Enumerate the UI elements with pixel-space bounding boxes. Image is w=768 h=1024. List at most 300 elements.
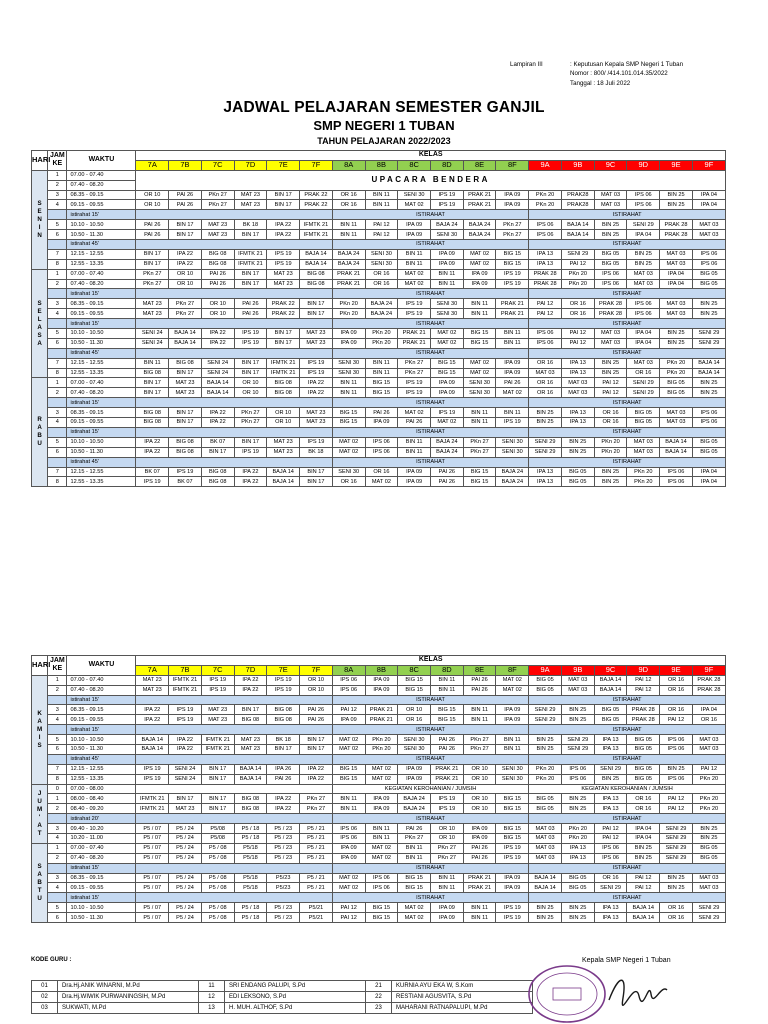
lesson-cell: IFMTK 21 — [136, 804, 169, 814]
table-row — [32, 368, 726, 378]
lesson-cell: BIG 05 — [692, 447, 725, 457]
lesson-cell: IPA 22 — [136, 715, 169, 725]
lesson-cell: P5 / 18 — [234, 834, 267, 844]
lesson-cell: MAT 02 — [332, 873, 365, 883]
lesson-cell: IPA 13 — [529, 467, 562, 477]
lampiran-block — [510, 60, 683, 88]
lesson-cell: SENI 29 — [529, 705, 562, 715]
lesson-cell: SENI 30 — [398, 745, 431, 755]
lesson-cell: MAT 02 — [496, 388, 529, 398]
class-header: 9A — [529, 665, 562, 675]
lesson-cell: MAT 23 — [169, 388, 202, 398]
lesson-cell: IPS 06 — [627, 299, 660, 309]
waktu: 08.40 - 09.20 — [67, 804, 136, 814]
lesson-cell: MAT 23 — [201, 220, 234, 230]
class-header: 9B — [561, 160, 594, 170]
school-year: TAHUN PELAJARAN 2022/2023 — [317, 136, 451, 146]
lesson-cell: IFMTK 21 — [267, 358, 300, 368]
guru-code: 22 — [366, 992, 392, 1003]
day-name: S E N I N — [37, 199, 42, 239]
lesson-cell: PRAK 21 — [463, 200, 496, 210]
lesson-cell: BK 18 — [234, 220, 267, 230]
lesson-cell: PKn 20 — [332, 309, 365, 319]
lesson-cell: BIN 25 — [561, 437, 594, 447]
class-header: 8F — [496, 160, 529, 170]
lesson-cell: PKn 27 — [136, 269, 169, 279]
lesson-cell: P5/18 — [234, 843, 267, 853]
lesson-cell: OR 16 — [660, 903, 693, 913]
break-fill-7 — [136, 814, 332, 824]
lesson-cell: OR 16 — [627, 804, 660, 814]
lesson-cell: BIG 05 — [529, 675, 562, 685]
waktu: 07.40 - 08.20 — [67, 279, 136, 289]
lesson-cell: IPS 06 — [529, 338, 562, 348]
break-label: ISTIRAHAT — [529, 695, 726, 705]
lesson-cell: MAT 02 — [365, 843, 398, 853]
lesson-cell: IPS 06 — [692, 249, 725, 259]
lesson-cell: BIN 25 — [692, 378, 725, 388]
lesson-cell: P5 / 07 — [136, 834, 169, 844]
jam-ke: 8 — [48, 259, 67, 269]
lesson-cell: BIN 25 — [561, 913, 594, 923]
lesson-cell: SENI 29 — [660, 824, 693, 834]
table-row — [32, 358, 726, 368]
break-fill-7 — [136, 348, 332, 358]
lesson-cell: PAI 26 — [463, 675, 496, 685]
lesson-cell: MAT 23 — [267, 279, 300, 289]
lesson-cell: BIN 11 — [332, 804, 365, 814]
lesson-cell: IPS 06 — [692, 259, 725, 269]
lesson-cell: IPS 19 — [136, 477, 169, 487]
lesson-cell: MAT 03 — [660, 249, 693, 259]
lesson-cell: MAT 23 — [300, 329, 333, 339]
lesson-cell: BIG 08 — [169, 447, 202, 457]
lesson-cell: P5 / 07 — [136, 873, 169, 883]
guru-name: RESTIANI AGUSVITA, S.Pd — [392, 992, 533, 1003]
jam-ke: 2 — [48, 279, 67, 289]
lesson-cell: PKn 20 — [529, 200, 562, 210]
lesson-cell: IPS 06 — [660, 745, 693, 755]
jam-ke: 5 — [48, 437, 67, 447]
lesson-cell: BIN 11 — [332, 378, 365, 388]
lesson-cell: IPA 04 — [692, 477, 725, 487]
class-header: 8D — [431, 665, 464, 675]
lesson-cell: IPA 22 — [201, 408, 234, 418]
waktu: 08.35 - 09.15 — [67, 408, 136, 418]
lesson-cell: P5 / 08 — [201, 843, 234, 853]
waktu: 07.00 - 07.40 — [67, 675, 136, 685]
lesson-cell: BIN 11 — [463, 299, 496, 309]
table-row — [32, 329, 726, 339]
lesson-cell: IPA 04 — [627, 338, 660, 348]
table-row — [32, 804, 726, 814]
lesson-cell: BIN 25 — [692, 824, 725, 834]
lesson-cell: P5 / 21 — [300, 843, 333, 853]
lesson-cell: BIG 05 — [594, 259, 627, 269]
lesson-cell: SENI 30 — [431, 230, 464, 240]
lesson-cell: OR 16 — [561, 309, 594, 319]
guru-code: 21 — [366, 981, 392, 992]
lesson-cell: SENI 30 — [365, 259, 398, 269]
table-row — [32, 190, 726, 200]
break-fill-7 — [136, 240, 332, 250]
waktu: 08.00 - 08.40 — [67, 794, 136, 804]
lesson-cell: BIN 25 — [561, 794, 594, 804]
lesson-cell: BIG 15 — [496, 249, 529, 259]
lesson-cell: IPA 09 — [496, 883, 529, 893]
lesson-cell: PAI 12 — [692, 764, 725, 774]
lesson-cell: BIN 11 — [431, 675, 464, 685]
lesson-cell: BAJA 24 — [496, 477, 529, 487]
lesson-cell: PKn 20 — [365, 745, 398, 755]
lesson-cell: BIN 17 — [300, 309, 333, 319]
break-jam — [48, 210, 67, 220]
lesson-cell: BIN 11 — [365, 368, 398, 378]
break-label: ISTIRAHAT — [529, 814, 726, 824]
lesson-cell: OR 16 — [627, 794, 660, 804]
lesson-cell: IPA 09 — [398, 774, 431, 784]
lesson-cell: IFMTK 21 — [169, 675, 202, 685]
lesson-cell: BIN 25 — [692, 834, 725, 844]
lesson-cell: BIN 11 — [496, 329, 529, 339]
waktu: 07.40 - 08.20 — [67, 685, 136, 695]
jam-ke: 5 — [48, 329, 67, 339]
lesson-cell: BAJA 24 — [365, 299, 398, 309]
hari-header: HARI — [32, 656, 48, 676]
lesson-cell: BIN 17 — [136, 388, 169, 398]
lesson-cell: OR 16 — [660, 675, 693, 685]
lesson-cell: IPA 22 — [300, 774, 333, 784]
lesson-cell: MAT 23 — [169, 804, 202, 814]
class-row — [32, 665, 726, 675]
class-header: 9F — [692, 160, 725, 170]
lesson-cell: BAJA 14 — [267, 477, 300, 487]
break-label: ISTIRAHAT — [332, 348, 528, 358]
break-label: ISTIRAHAT — [529, 240, 726, 250]
lesson-cell: PAI 26 — [431, 735, 464, 745]
lampiran-label: Lampiran III — [510, 61, 543, 68]
lesson-cell: MAT 03 — [529, 853, 562, 863]
lesson-cell: BIN 17 — [234, 230, 267, 240]
break-row — [32, 893, 726, 903]
class-header: 7A — [136, 665, 169, 675]
lesson-cell: SENI 24 — [169, 764, 202, 774]
waktu: 10.10 - 10.50 — [67, 220, 136, 230]
break-row — [32, 725, 726, 735]
lesson-cell: PAI 26 — [431, 477, 464, 487]
kerohanian-fill — [136, 784, 332, 794]
lesson-cell: IPA 09 — [431, 249, 464, 259]
lesson-cell: IPA 09 — [463, 269, 496, 279]
lesson-cell: IPS 06 — [529, 230, 562, 240]
lesson-cell: IPA 09 — [496, 190, 529, 200]
lesson-cell: MAT 03 — [692, 230, 725, 240]
lesson-cell: PKn 20 — [561, 834, 594, 844]
jam-ke: 4 — [48, 418, 67, 428]
break-label: ISTIRAHAT — [529, 754, 726, 764]
lesson-cell: IFMTK 21 — [201, 735, 234, 745]
waktu: 12.55 - 13.35 — [67, 259, 136, 269]
lesson-cell: MAT 02 — [463, 368, 496, 378]
class-header: 8D — [431, 160, 464, 170]
jam-ke: 2 — [48, 853, 67, 863]
lesson-cell: IPA 09 — [332, 329, 365, 339]
lesson-cell: OR 10 — [234, 388, 267, 398]
lesson-cell: BIG 15 — [463, 329, 496, 339]
lesson-cell: MAT 03 — [529, 368, 562, 378]
lesson-cell: BIG 08 — [267, 715, 300, 725]
lesson-cell: IPS 06 — [594, 853, 627, 863]
lesson-cell: SENI 29 — [561, 735, 594, 745]
day-label — [32, 378, 48, 487]
lesson-cell: IPA 22 — [234, 685, 267, 695]
lesson-cell: BIG 15 — [431, 705, 464, 715]
lesson-cell: IPA 13 — [594, 794, 627, 804]
table-row — [32, 784, 726, 794]
waktu: 07.40 - 08.20 — [67, 180, 136, 190]
lesson-cell: BIN 25 — [660, 883, 693, 893]
break-label: ISTIRAHAT — [332, 240, 528, 250]
lesson-cell: IPA 09 — [496, 705, 529, 715]
lesson-cell: P5 / 18 — [234, 913, 267, 923]
table-row — [32, 705, 726, 715]
lesson-cell: BIG 15 — [332, 418, 365, 428]
lesson-cell: BIG 08 — [234, 804, 267, 814]
lesson-cell: BAJA 14 — [594, 675, 627, 685]
jam-ke: 7 — [48, 358, 67, 368]
lesson-cell: BIG 05 — [660, 378, 693, 388]
break-fill-7 — [136, 319, 332, 329]
lesson-cell: IFMTK 21 — [300, 220, 333, 230]
lesson-cell: MAT 03 — [627, 279, 660, 289]
lesson-cell: MAT 02 — [398, 913, 431, 923]
kode-guru-table — [31, 980, 533, 1014]
lesson-cell: IPS 06 — [365, 437, 398, 447]
break-row — [32, 427, 726, 437]
lesson-cell: PRAK 28 — [529, 269, 562, 279]
lesson-cell: IPA 04 — [692, 200, 725, 210]
lesson-cell: MAT 23 — [201, 705, 234, 715]
lesson-cell: SENI 24 — [201, 358, 234, 368]
jam-ke: 1 — [48, 675, 67, 685]
lesson-cell: BAJA 24 — [496, 467, 529, 477]
class-header: 7E — [267, 160, 300, 170]
lesson-cell: PAI 12 — [594, 824, 627, 834]
lesson-cell: IPS 19 — [234, 447, 267, 457]
lesson-cell: PAI 26 — [201, 279, 234, 289]
lesson-cell: OR 10 — [463, 804, 496, 814]
table-row — [32, 903, 726, 913]
lesson-cell: MAT 02 — [463, 358, 496, 368]
lesson-cell: P5/23 — [267, 873, 300, 883]
lesson-cell: BIN 25 — [561, 903, 594, 913]
waktu: 10.50 - 11.30 — [67, 447, 136, 457]
lesson-cell: BIN 11 — [431, 269, 464, 279]
lesson-cell: OR 16 — [660, 913, 693, 923]
lesson-cell: IPA 09 — [431, 913, 464, 923]
class-header: 8E — [463, 665, 496, 675]
jam-ke: 4 — [48, 834, 67, 844]
schedule-table-2 — [31, 655, 726, 923]
lesson-cell: IPS 19 — [496, 418, 529, 428]
lesson-cell: PRAK 21 — [496, 299, 529, 309]
lesson-cell: BAJA 14 — [234, 774, 267, 784]
lesson-cell: MAT 23 — [234, 735, 267, 745]
table-row — [32, 913, 726, 923]
lesson-cell: BIN 11 — [431, 883, 464, 893]
lesson-cell: OR 16 — [660, 705, 693, 715]
lesson-cell: BIG 15 — [431, 715, 464, 725]
lesson-cell: MAT 03 — [561, 675, 594, 685]
lesson-cell: BIN 11 — [463, 418, 496, 428]
lesson-cell: OR 16 — [594, 418, 627, 428]
lesson-cell: IFMTK 21 — [267, 368, 300, 378]
lesson-cell: MAT 02 — [496, 675, 529, 685]
lesson-cell: MAT 23 — [136, 309, 169, 319]
jam-ke: 1 — [48, 843, 67, 853]
waktu: 10.50 - 11.30 — [67, 230, 136, 240]
lesson-cell: PKn 20 — [660, 358, 693, 368]
lesson-cell: MAT 02 — [431, 329, 464, 339]
lesson-cell: PAI 26 — [463, 853, 496, 863]
lesson-cell: BIN 11 — [463, 309, 496, 319]
break-label: ISTIRAHAT — [332, 289, 528, 299]
guru-name: EDI LEKSONO, S.Pd — [225, 992, 366, 1003]
lesson-cell: P5 / 21 — [300, 853, 333, 863]
lesson-cell: BIG 08 — [201, 249, 234, 259]
lesson-cell: PRAK 21 — [463, 883, 496, 893]
lesson-cell: BIG 05 — [529, 685, 562, 695]
lesson-cell: BIN 17 — [267, 329, 300, 339]
lesson-cell: PAI 12 — [594, 834, 627, 844]
lesson-cell: BIN 11 — [398, 249, 431, 259]
lesson-cell: MAT 02 — [398, 408, 431, 418]
lesson-cell: OR 16 — [529, 358, 562, 368]
lesson-cell: SENI 29 — [594, 764, 627, 774]
lesson-cell: MAT 03 — [660, 259, 693, 269]
break-fill-7 — [136, 893, 332, 903]
lesson-cell: BIN 17 — [136, 249, 169, 259]
lesson-cell: BIG 15 — [496, 824, 529, 834]
lesson-cell: MAT 23 — [234, 200, 267, 210]
lesson-cell: MAT 02 — [332, 745, 365, 755]
waktu: 08.35 - 09.15 — [67, 873, 136, 883]
lesson-cell: IPS 19 — [300, 368, 333, 378]
lesson-cell: IPS 19 — [300, 437, 333, 447]
lesson-cell: OR 16 — [332, 200, 365, 210]
table-row — [32, 873, 726, 883]
lesson-cell: OR 16 — [529, 378, 562, 388]
break-row — [32, 210, 726, 220]
lesson-cell: BIN 25 — [692, 299, 725, 309]
lesson-cell: IPA 09 — [398, 764, 431, 774]
lesson-cell: BIG 05 — [692, 279, 725, 289]
lampiran-line1: : Keputusan Kepala SMP Negeri 1 Tuban — [570, 61, 684, 68]
lesson-cell: MAT 03 — [692, 745, 725, 755]
lesson-cell: OR 10 — [463, 764, 496, 774]
day-name: S E L A S A — [37, 299, 42, 347]
lesson-cell: PAI 12 — [561, 259, 594, 269]
lesson-cell: BIG 08 — [136, 418, 169, 428]
jam-ke: 7 — [48, 764, 67, 774]
lesson-cell: BIG 08 — [169, 358, 202, 368]
lesson-cell: BIN 11 — [398, 259, 431, 269]
lesson-cell: SENI 30 — [398, 735, 431, 745]
kelas-header: KELAS — [136, 151, 726, 161]
lesson-cell: OR 16 — [692, 715, 725, 725]
lesson-cell: IPS 19 — [169, 715, 202, 725]
lesson-cell: IPA 09 — [398, 477, 431, 487]
class-header: 8C — [398, 665, 431, 675]
class-header: 8A — [332, 665, 365, 675]
lesson-cell: MAT 23 — [267, 269, 300, 279]
lesson-cell: BAJA 14 — [201, 378, 234, 388]
lesson-cell: MAT 02 — [365, 764, 398, 774]
lesson-cell: BIN 25 — [561, 705, 594, 715]
break-duration: istirahat 45' — [67, 754, 136, 764]
lesson-cell: IPA 09 — [496, 358, 529, 368]
guru-code: 02 — [32, 992, 58, 1003]
break-fill-7 — [136, 863, 332, 873]
lesson-cell: P5/18 — [234, 883, 267, 893]
lesson-cell: BIG 15 — [496, 259, 529, 269]
lesson-cell: IPA 04 — [627, 824, 660, 834]
class-header: 7E — [267, 665, 300, 675]
lesson-cell: IPA 04 — [660, 269, 693, 279]
class-header: 9F — [692, 665, 725, 675]
lesson-cell: PRAK 21 — [398, 338, 431, 348]
day-name: J U M ' A T — [37, 789, 43, 837]
break-row — [32, 457, 726, 467]
waktu-header: WAKTU — [67, 656, 136, 676]
lesson-cell: MAT 02 — [463, 259, 496, 269]
lesson-cell: IPA 09 — [332, 843, 365, 853]
waktu: 07.00 - 07.40 — [67, 378, 136, 388]
lesson-cell: BAJA 14 — [267, 467, 300, 477]
lesson-cell: IPA 22 — [169, 249, 202, 259]
lesson-cell: IPS 06 — [561, 764, 594, 774]
lesson-cell: PRAK 21 — [463, 190, 496, 200]
jam-ke: 2 — [48, 180, 67, 190]
lesson-cell: IPA 22 — [169, 259, 202, 269]
lesson-cell: IPA 09 — [365, 794, 398, 804]
lesson-cell: MAT 03 — [627, 358, 660, 368]
lesson-cell: IPA 09 — [398, 220, 431, 230]
lesson-cell: IPA 09 — [496, 873, 529, 883]
jam-ke: 4 — [48, 200, 67, 210]
lesson-cell: IPS 19 — [496, 269, 529, 279]
lesson-cell: IPA 09 — [332, 338, 365, 348]
table-row — [32, 230, 726, 240]
jam-ke-header: JAM KE — [48, 656, 67, 676]
lesson-cell: OR 10 — [300, 685, 333, 695]
lesson-cell: PRAK 21 — [496, 309, 529, 319]
lesson-cell: OR 16 — [660, 685, 693, 695]
lesson-cell: BIG 15 — [463, 338, 496, 348]
lesson-cell: BIG 05 — [660, 388, 693, 398]
lesson-cell: MAT 03 — [529, 824, 562, 834]
lesson-cell: IPS 19 — [300, 358, 333, 368]
break-jam — [48, 695, 67, 705]
lesson-cell: OR 10 — [201, 299, 234, 309]
class-header: 8A — [332, 160, 365, 170]
lesson-cell: BIG 05 — [561, 477, 594, 487]
break-label: ISTIRAHAT — [332, 893, 528, 903]
waktu: 10.50 - 11.30 — [67, 745, 136, 755]
lesson-cell: BIN 25 — [627, 249, 660, 259]
waktu: 07.00 - 08.00 — [67, 784, 136, 794]
table-row — [32, 437, 726, 447]
